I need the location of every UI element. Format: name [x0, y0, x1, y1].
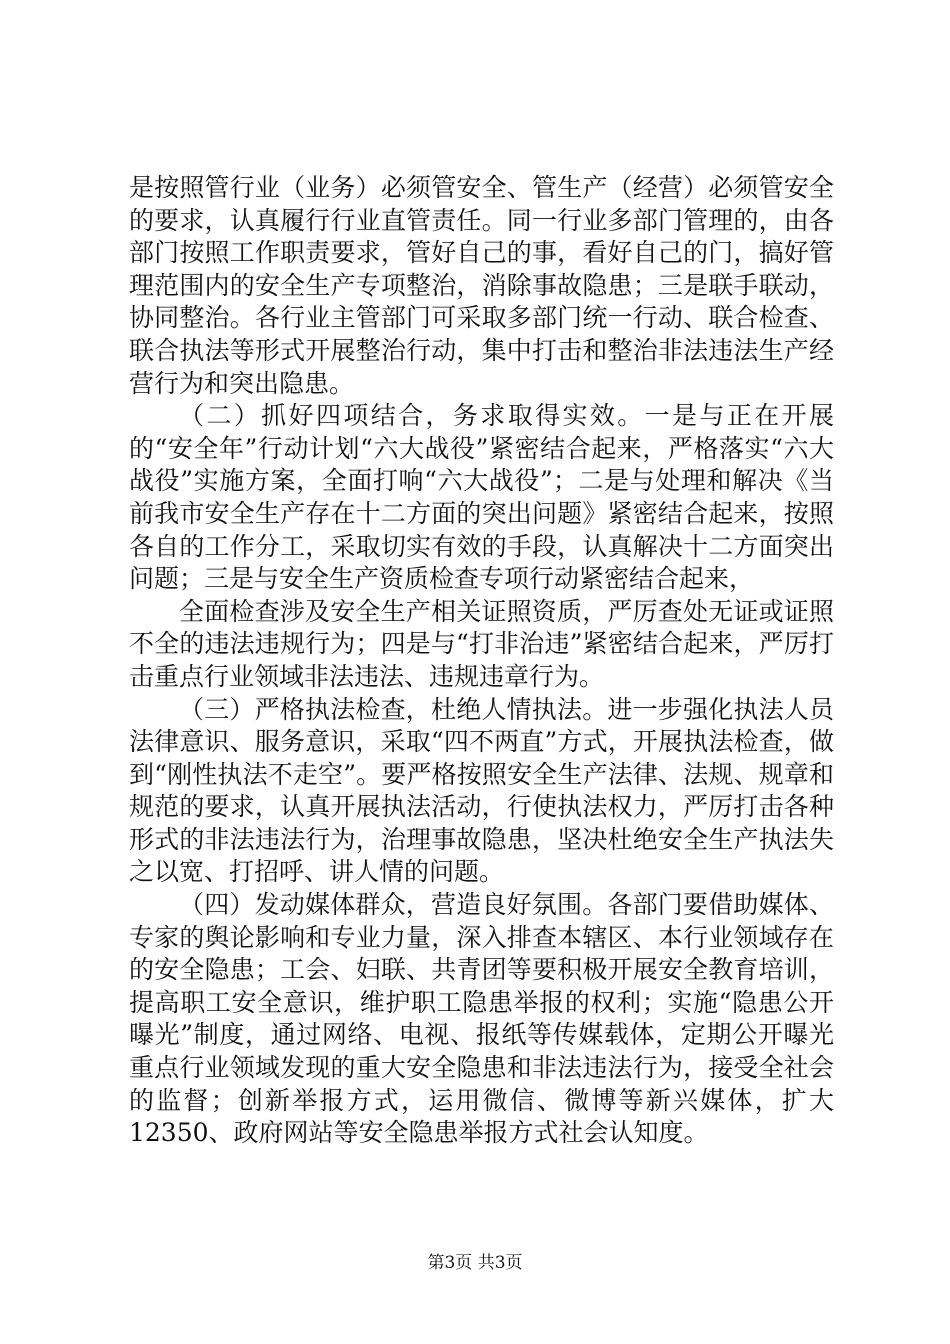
paragraph-continuation: 是按照管行业（业务）必须管安全、管生产（经营）必须管安全的要求，认真履行行业直管责任。同一行业多部门管理的，由各部门按照工作职责要求，管好自己的事，看好自己的门，搞好管理范围内的安全生产专项整治，消除事故隐患；三是联手联动，协同整治。各行业主管部门可采取多部门统一行动、联合检查、联合执法等形式开展整治行动，集中打击和整治非法违法生产经营行为和突出隐患。 [129, 173, 834, 398]
page-number-footer: 第3页 共3页 [427, 1253, 523, 1273]
paragraph-section-two: （二）抓好四项结合，务求取得实效。一是与正在开展的“安全年”行动计划“六大战役”紧密结合起来，严格落实“六大战役”实施方案，全面打响“六大战役”；二是与处理和解决《当前我市安全生产存在十二方面的突出问题》紧密结合起来，按照各自的工作分工，采取切实有效的手段，认真解决十二方面突出问题；三是与安全生产资质检查专项行动紧密结合起来， [129, 401, 834, 594]
paragraph-section-four: （四）发动媒体群众，营造良好氛围。各部门要借助媒体、专家的舆论影响和专业力量，深入排查本辖区、本行业领域存在的安全隐患；工会、妇联、共青团等要积极开展安全教育培训，提高职工安全意识，维护职工隐患举报的权利；实施“隐患公开曝光”制度，通过网络、电视、报纸等传媒载体，定期公开曝光重点行业领域发现的重大安全隐患和非法违法行为，接受全社会的监督；创新举报方式，运用微信、微博等新兴媒体，扩大12350、政府网站等安全隐患举报方式社会认知度。 [129, 890, 834, 1148]
document-body [129, 172, 834, 1150]
paragraph-section-two-continued: 全面检查涉及安全生产相关证照资质，严厉查处无证或证照不全的违法违规行为；四是与“打非治违”紧密结合起来，严厉打击重点行业领域非法违法、违规违章行为。 [129, 596, 834, 691]
paragraph-section-three: （三）严格执法检查，杜绝人情执法。进一步强化执法人员法律意识、服务意识，采取“四不两直”方式，开展执法检查，做到“刚性执法不走空”。要严格按照安全生产法律、法规、规章和规范的要求，认真开展执法活动，行使执法权力，严厉打击各种形式的非法违法行为，治理事故隐患，坚决杜绝安全生产执法失之以宽、打招呼、讲人情的问题。 [129, 694, 834, 887]
